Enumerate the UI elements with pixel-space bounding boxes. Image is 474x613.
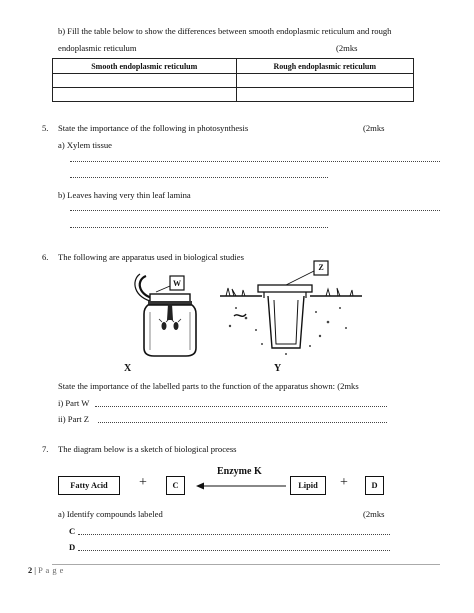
apparatus-x-jar-illustration — [126, 268, 210, 360]
answer-line[interactable] — [95, 406, 387, 407]
table-header-rough: Rough endoplasmic reticulum — [236, 59, 413, 74]
q6-state: State the importance of the labelled parts to the function of the apparatus shown: (2mks — [58, 381, 359, 391]
q4b-marks: (2mks — [336, 43, 358, 53]
plus-sign: + — [139, 475, 147, 490]
q7-label-c: C — [69, 526, 76, 536]
table-cell[interactable] — [53, 88, 237, 102]
answer-line[interactable] — [98, 422, 387, 423]
footer-divider — [52, 564, 440, 565]
table-cell[interactable] — [236, 88, 413, 102]
answer-line[interactable] — [70, 227, 328, 228]
q5-number: 5. — [42, 123, 49, 133]
answer-line[interactable] — [70, 161, 440, 162]
q6-part-z: ii) Part Z — [58, 414, 90, 424]
answer-line[interactable] — [70, 210, 440, 211]
compound-c-box: C — [166, 476, 185, 495]
page-word: P a g e — [38, 566, 64, 575]
q7-number: 7. — [42, 444, 49, 454]
page-footer — [28, 566, 64, 575]
q4b-line2: endoplasmic reticulum — [58, 43, 137, 53]
fatty-acid-box: Fatty Acid — [58, 476, 120, 495]
q5b-label: b) Leaves having very thin leaf lamina — [58, 190, 191, 200]
q5a-label: a) Xylem tissue — [58, 140, 112, 150]
answer-line[interactable] — [78, 534, 390, 535]
enzyme-k-label: Enzyme K — [217, 466, 262, 477]
q5-text: State the importance of the following in photosynthesis — [58, 123, 249, 133]
page-number: 2 — [28, 566, 33, 575]
q7-marks: (2mks — [363, 509, 385, 519]
label-w: W — [173, 279, 181, 288]
caption-x: X — [124, 363, 132, 374]
q7-label-d: D — [69, 542, 76, 552]
lipid-box: Lipid — [290, 476, 326, 495]
page-separator: | — [32, 566, 39, 575]
q7a-label: a) Identify compounds labeled — [58, 509, 163, 519]
table-header-smooth: Smooth endoplasmic reticulum — [53, 59, 237, 74]
table-cell[interactable] — [236, 74, 413, 88]
q6-number: 6. — [42, 252, 49, 262]
q4b-line1: b) Fill the table below to show the differences between smooth endoplasmic reticulum and rough — [58, 26, 392, 36]
label-z: Z — [318, 263, 324, 272]
compound-d-box: D — [365, 476, 384, 495]
answer-line[interactable] — [78, 550, 390, 551]
answer-line[interactable] — [70, 177, 328, 178]
plus-sign: + — [340, 475, 348, 490]
caption-y: Y — [274, 363, 282, 374]
q5-marks: (2mks — [363, 123, 385, 133]
table-cell[interactable] — [53, 74, 237, 88]
q6-part-w: i) Part W — [58, 398, 90, 408]
apparatus-y-pitfall-trap-illustration — [216, 256, 366, 360]
q6-text: The following are apparatus used in biological studies — [58, 252, 244, 262]
q7-text: The diagram below is a sketch of biological process — [58, 444, 237, 454]
reaction-arrow-icon — [196, 480, 288, 492]
comparison-table — [52, 58, 414, 102]
